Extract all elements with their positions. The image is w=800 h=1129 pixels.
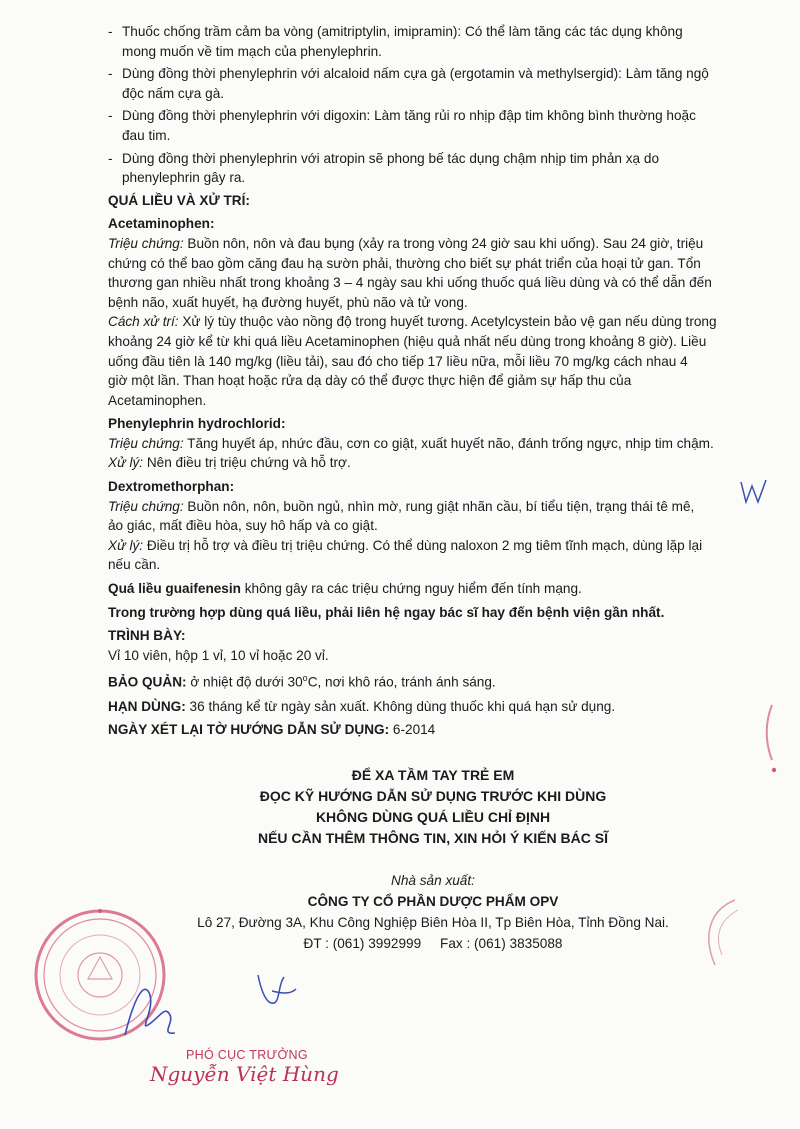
interaction-line: phenylephrin gây ra. bbox=[122, 170, 246, 186]
symptom-text: Tăng huyết áp, nhức đầu, cơn co giật, xuất huyết não, đánh trống ngực, nhịp tim chậm. bbox=[183, 435, 714, 451]
warning-line: KHÔNG DÙNG QUÁ LIỀU CHỈ ĐỊNH bbox=[315, 809, 551, 825]
interaction-item bbox=[108, 106, 758, 145]
manufacturer-block bbox=[108, 870, 758, 954]
symptom-text: Buồn nôn, nôn và đau bụng (xảy ra trong vòng 24 giờ sau khi uống). Sau 24 giờ, triệu bbox=[183, 235, 704, 251]
warning-line: ĐỂ XA TẦM TAY TRẺ EM bbox=[351, 767, 515, 783]
review-date-label: NGÀY XÉT LẠI TỜ HƯỚNG DẪN SỬ DỤNG: bbox=[108, 722, 390, 738]
treatment-text: giờ một lần. Than hoạt hoặc rửa dạ dày có thể được thực hiện để giảm sự hấp thu của bbox=[108, 373, 632, 389]
overdose-warning: Trong trường hợp dùng quá liều, phải liên hệ ngay bác sĩ hay đến bệnh viện gần nhất. bbox=[108, 604, 665, 620]
interaction-line: Dùng đồng thời phenylephrin với alcaloid nấm cựa gà (ergotamin và methylsergid): Làm tăng ngộ bbox=[122, 66, 709, 82]
phenylephrine-title: Phenylephrin hydrochlorid: bbox=[108, 416, 286, 432]
symptom-text: Buồn nôn, nôn, buồn ngủ, nhìn mờ, rung giật nhãn cầu, bí tiểu tiện, trạng thái tê mê, bbox=[183, 498, 695, 514]
interaction-item bbox=[108, 149, 758, 188]
storage-text: ở nhiệt độ dưới 30 bbox=[186, 674, 303, 690]
interaction-line: Dùng đồng thời phenylephrin với digoxin: Làm tăng rủi ro nhịp đập tim không bình thường hoặc bbox=[122, 108, 696, 124]
warnings-block bbox=[108, 765, 758, 849]
signer-name: Nguyễn Việt Hùng bbox=[150, 1062, 339, 1086]
storage-label: BẢO QUẢN: bbox=[108, 674, 187, 690]
treatment-text: Acetaminophen. bbox=[108, 392, 207, 408]
symptom-text: bệnh não, xuất huyết, hạ đường huyết, phù não và tử vong. bbox=[108, 294, 468, 310]
manufacturer-label: Nhà sản xuất: bbox=[391, 873, 475, 888]
handwritten-initials-icon bbox=[250, 965, 300, 1015]
overdose-heading: QUÁ LIỀU VÀ XỬ TRÍ: bbox=[108, 192, 250, 208]
treatment-text: nếu cần. bbox=[108, 557, 161, 573]
interaction-item bbox=[108, 22, 758, 61]
acetaminophen-title: Acetaminophen: bbox=[108, 216, 215, 232]
packaging-heading: TRÌNH BÀY: bbox=[108, 628, 186, 644]
treatment-text: Nên điều trị triệu chứng và hỗ trợ. bbox=[143, 455, 351, 471]
packaging-text: Vỉ 10 viên, hộp 1 vỉ, 10 vỉ hoặc 20 vỉ. bbox=[108, 647, 329, 663]
treatment-text: khoảng 24 giờ kể từ khi quá liều Acetaminophen (hiệu quả nhất nếu dùng trong khoảng 8 giờ). Liều bbox=[108, 333, 707, 349]
expiry-text: 36 tháng kể từ ngày sản xuất. Không dùng thuốc khi quá hạn sử dụng. bbox=[185, 698, 616, 714]
treatment-text: uống đầu tiên là 140 mg/kg (liều tải), sau đó cho tiếp 17 liều nữa, mỗi liều 70 mg/kg cách nhau 4 bbox=[108, 353, 688, 369]
treatment-label: Xử lý: bbox=[108, 455, 144, 471]
manufacturer-company: CÔNG TY CỔ PHẦN DƯỢC PHẨM OPV bbox=[307, 894, 559, 909]
interaction-line: Dùng đồng thời phenylephrin với atropin sẽ phong bế tác dụng chậm nhịp tim phản xạ do bbox=[122, 150, 660, 166]
dextromethorphan-title: Dextromethorphan: bbox=[108, 479, 235, 495]
document-body bbox=[108, 22, 758, 740]
acetaminophen-treatment bbox=[108, 312, 758, 410]
bullet-dash: - bbox=[108, 150, 113, 166]
expiry-label: HẠN DÙNG: bbox=[108, 698, 186, 714]
storage-text-end: C, nơi khô ráo, tránh ánh sáng. bbox=[307, 674, 496, 690]
acetaminophen-symptoms bbox=[108, 234, 758, 312]
bullet-dash: - bbox=[108, 24, 113, 39]
interaction-line: đau tim. bbox=[122, 127, 171, 143]
interaction-list bbox=[108, 22, 758, 188]
treatment-label: Xử lý: bbox=[108, 537, 144, 553]
symptom-label: Triệu chứng: bbox=[108, 435, 184, 451]
interaction-line: độc nấm cựa gà. bbox=[122, 85, 225, 101]
edge-seal-fragment-icon bbox=[690, 895, 740, 975]
symptom-text: chứng có thể bao gồm căng đau hạ sườn phải, thường cho biết sự phát triển của hoại tử gan. Tổn bbox=[108, 255, 701, 271]
symptom-text: thương gan nhiều nhất trong khoảng 3 – 4 ngày sau khi uống thuốc quá liều dùng và có thể dẫn đến bbox=[108, 275, 712, 291]
handwritten-signature-icon bbox=[120, 975, 180, 1045]
symptom-text: ảo giác, mất điều hòa, suy hô hấp và co giật. bbox=[108, 518, 378, 534]
guaifenesin-text: không gây ra các triệu chứng nguy hiểm đến tính mạng. bbox=[240, 581, 582, 597]
edge-stamp-mark-icon bbox=[752, 700, 782, 780]
bullet-dash: - bbox=[108, 66, 113, 82]
manufacturer-phone: ĐT : (061) 3992999 Fax : (061) 3835088 bbox=[303, 936, 563, 951]
interaction-line: mong muốn về tim mạch của phenylephrin. bbox=[122, 43, 382, 59]
margin-initials-icon bbox=[738, 478, 770, 506]
review-date-value: 6-2014 bbox=[389, 722, 436, 738]
warning-line: NẾU CẦN THÊM THÔNG TIN, XIN HỎI Ý KIẾN BÁC SĨ bbox=[257, 830, 608, 846]
bullet-dash: - bbox=[108, 108, 113, 124]
interaction-line: Thuốc chống trầm cảm ba vòng (amitriptylin, imipramin): Có thể làm tăng các tác dụng không bbox=[122, 24, 683, 39]
warning-line: ĐỌC KỸ HƯỚNG DẪN SỬ DỤNG TRƯỚC KHI DÙNG bbox=[259, 788, 607, 804]
treatment-label: Cách xử trí: bbox=[108, 314, 179, 330]
guaifenesin-label: Quá liều guaifenesin bbox=[108, 581, 241, 597]
symptom-label: Triệu chứng: bbox=[108, 235, 184, 251]
treatment-text: Xử lý tùy thuộc vào nồng độ trong huyết tương. Acetylcystein bảo vệ gan nếu dùng trong bbox=[178, 314, 717, 330]
treatment-text: Điều trị hỗ trợ và điều trị triệu chứng. Có thể dùng naloxon 2 mg tiêm tĩnh mạch, dùng lặp lại bbox=[143, 537, 703, 553]
manufacturer-address: Lô 27, Đường 3A, Khu Công Nghiệp Biên Hòa II, Tp Biên Hòa, Tỉnh Đồng Nai. bbox=[197, 915, 669, 930]
interaction-item bbox=[108, 64, 758, 103]
symptom-label: Triệu chứng: bbox=[108, 498, 184, 514]
signer-title: PHÓ CỤC TRƯỞNG bbox=[186, 1048, 308, 1062]
degree-sup: o bbox=[302, 673, 308, 684]
